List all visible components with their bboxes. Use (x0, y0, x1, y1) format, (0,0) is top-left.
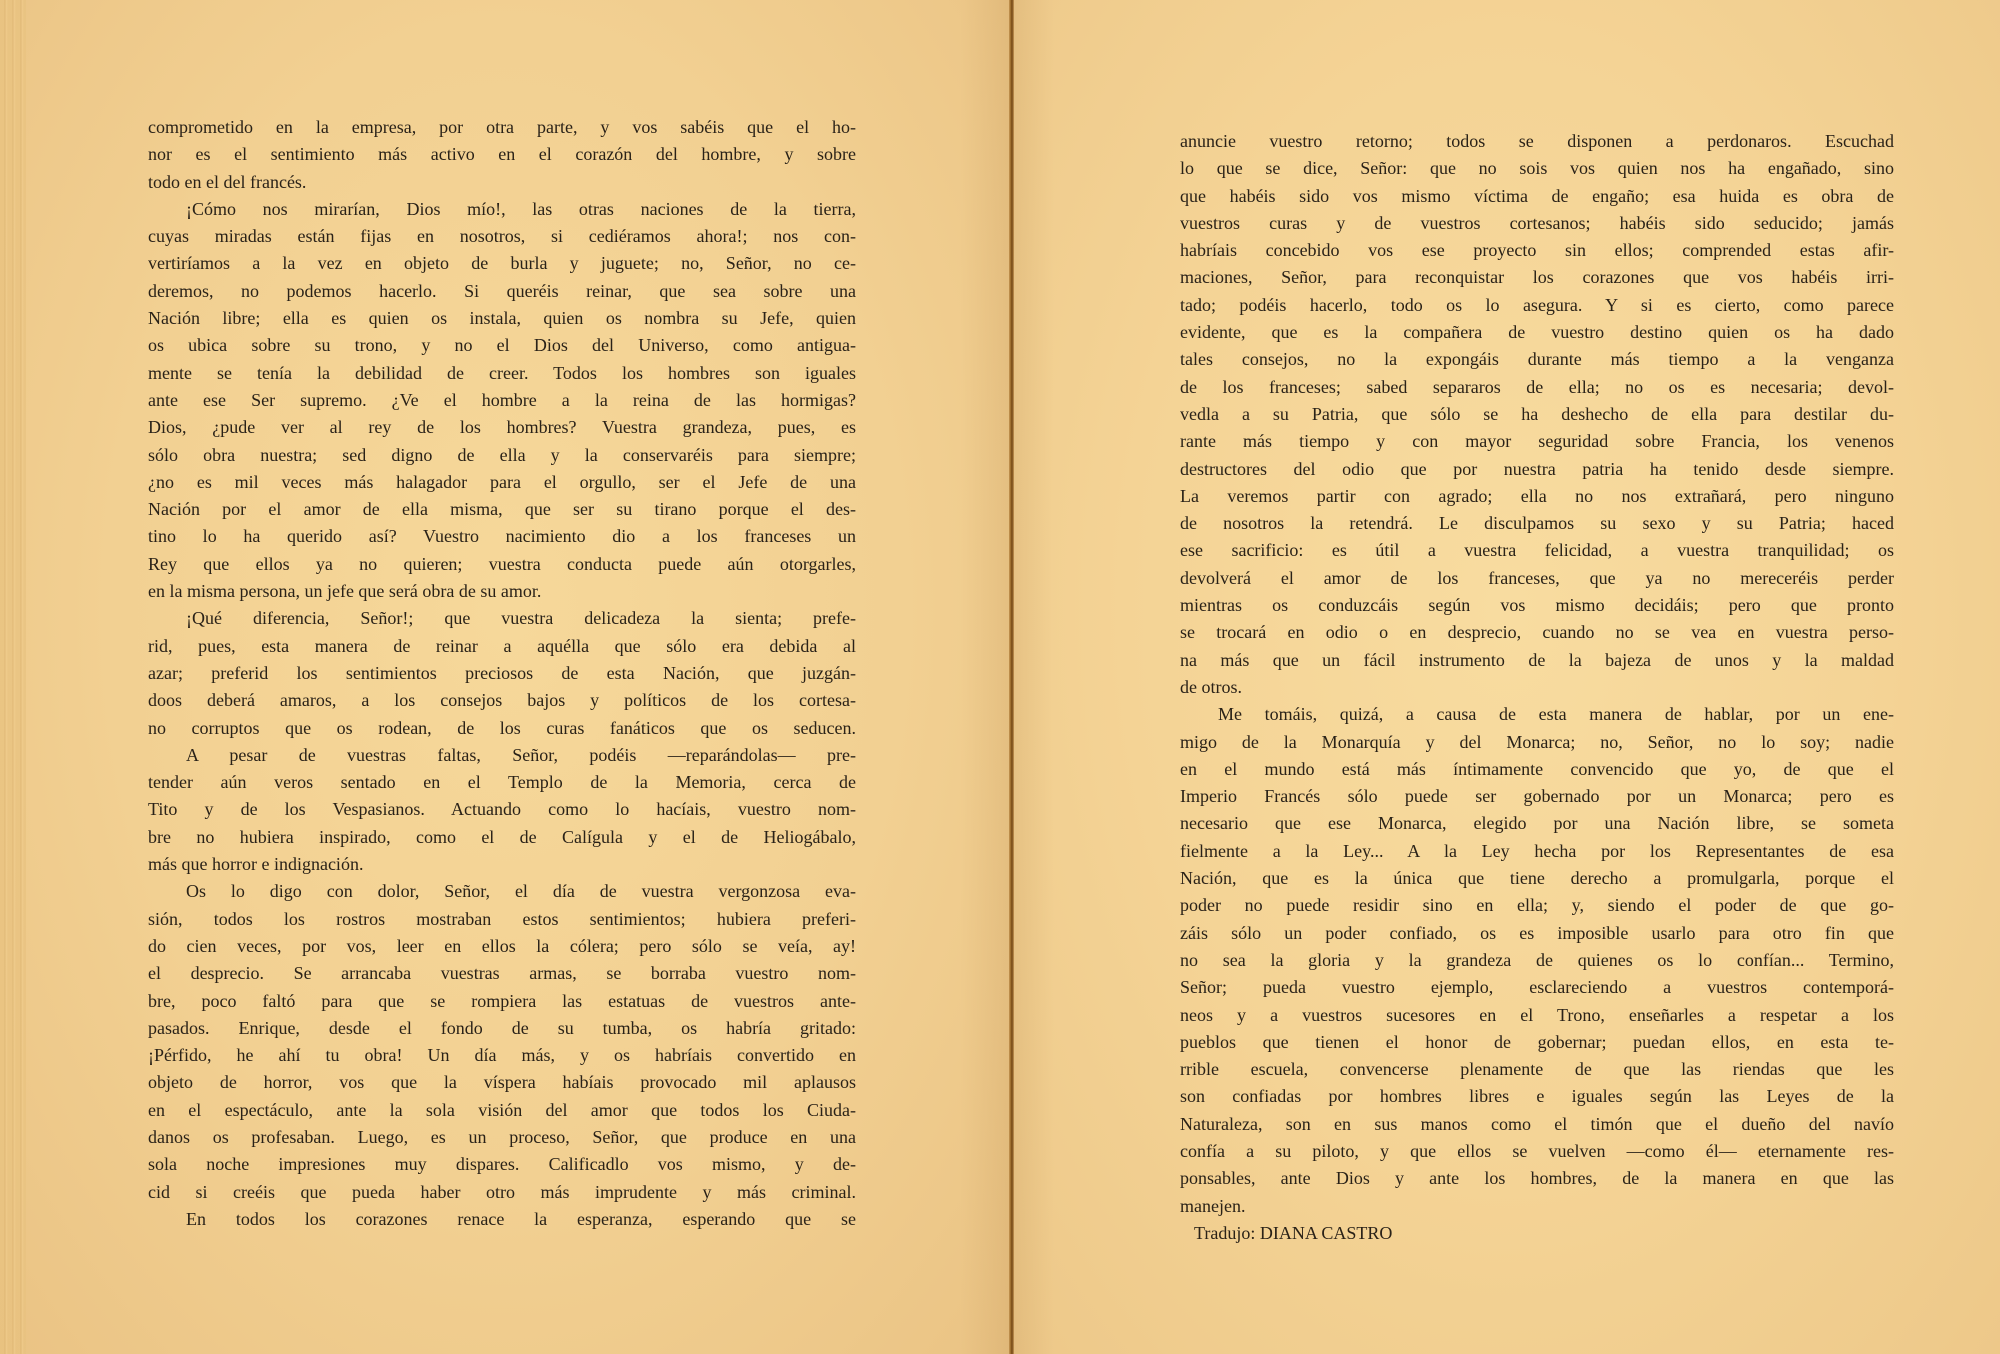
text-line: tender aún veros sentado en el Templo de la Memoria, cerca de (148, 772, 856, 793)
text-line: más que horror e indignación. (148, 854, 364, 875)
text-line: sola noche impresiones muy dispares. Calificadlo vos mismo, y de- (148, 1154, 856, 1175)
text-line: que habéis sido vos mismo víctima de engaño; esa huida es obra de (1180, 185, 1894, 206)
text-line: cid si creéis que pueda haber otro más imprudente y más criminal. (148, 1181, 856, 1202)
right-page (1014, 0, 2000, 1354)
text-line: rante más tiempo y con mayor seguridad sobre Francia, los venenos (1180, 431, 1894, 452)
translator-signature: Tradujo: DIANA CASTRO (1194, 1222, 1393, 1243)
text-line: sólo obra nuestra; sed digno de ella y la conservaréis para siempre; (148, 444, 856, 465)
text-line: Señor; pueda vuestro ejemplo, esclareciendo a vuestros contemporá- (1180, 977, 1894, 998)
text-line: ese sacrificio: es útil a vuestra felicidad, a vuestra tranquilidad; os (1180, 540, 1894, 561)
text-line: anuncie vuestro retorno; todos se disponen a perdonaros. Escuchad (1180, 131, 1894, 151)
text-line: azar; preferid los sentimientos preciosos de esta Nación, que juzgán- (148, 662, 856, 683)
text-line: Nación por el amor de ella misma, que ser su tirano porque el des- (148, 499, 856, 520)
text-line: ante ese Ser supremo. ¿Ve el hombre a la reina de las hormigas? (148, 389, 856, 410)
text-line: vuestros curas y de vuestros cortesanos; habéis sido seducido; jamás (1180, 212, 1894, 233)
text-line: do cien veces, por vos, leer en ellos la cólera; pero sólo se veía, ay! (148, 935, 856, 956)
gutter-shadow-left (960, 0, 1010, 1354)
text-line: Naturaleza, son en sus manos como el timón que el dueño del navío (1180, 1113, 1894, 1134)
text-line: ¿no es mil veces más halagador para el orgullo, ser el Jefe de una (148, 471, 856, 492)
text-line: bre no hubiera inspirado, como el de Calígula y el de Heliogábalo, (148, 826, 856, 847)
text-line: poder no puede residir sino en ella; y, siendo el poder de que go- (1180, 895, 1894, 916)
text-line: en el espectáculo, ante la sola visión del amor que todos los Ciuda- (148, 1099, 856, 1120)
text-line: fielmente a la Ley... A la Ley hecha por los Representantes de esa (1180, 840, 1894, 861)
text-line: na más que un fácil instrumento de la bajeza de unos y la maldad (1180, 649, 1894, 670)
text-line: de nosotros la retendrá. Le disculpamos su sexo y su Patria; haced (1180, 513, 1894, 534)
text-line: A pesar de vuestras faltas, Señor, podéis —reparándolas— pre- (186, 744, 856, 765)
right-page-text (1180, 128, 1894, 1247)
text-line: Tito y de los Vespasianos. Actuando como lo hacíais, vuestro nom- (148, 799, 856, 820)
text-line: Me tomáis, quizá, a causa de esta manera de hablar, por un ene- (1218, 704, 1894, 725)
text-line: mente se tenía la debilidad de creer. Todos los hombres son iguales (148, 362, 856, 383)
text-line: no corruptos que os rodean, de los curas fanáticos que os seducen. (148, 717, 856, 738)
text-line: deremos, no podemos hacerlo. Si queréis reinar, que sea sobre una (148, 280, 856, 301)
text-line: ¡Cómo nos mirarían, Dios mío!, las otras naciones de la tierra, (186, 198, 856, 219)
text-line: Nación, que es la única que tiene derecho a promulgarla, porque el (1180, 868, 1894, 889)
text-line: vertiríamos a la vez en objeto de burla y juguete; no, Señor, no ce- (148, 253, 856, 274)
text-line: záis sólo un poder confiado, os es imposible usarlo para otro fin que (1180, 922, 1894, 943)
text-line: migo de la Monarquía y del Monarca; no, Señor, no lo soy; nadie (1180, 731, 1894, 752)
text-line: nor es el sentimiento más activo en el corazón del hombre, y sobre (148, 144, 856, 165)
text-line: en el mundo está más íntimamente convencido que yo, de que el (1180, 758, 1894, 779)
page-edges (0, 0, 26, 1354)
left-page-text (148, 114, 856, 1233)
text-line: tino lo ha querido así? Vuestro nacimiento dio a los franceses un (148, 526, 856, 547)
text-line: el desprecio. Se arrancaba vuestras armas, se borraba vuestro nom- (148, 963, 856, 984)
text-line: en la misma persona, un jefe que será obra de su amor. (148, 581, 542, 602)
text-line: lo que se dice, Señor: que no sois vos quien nos ha engañado, sino (1180, 158, 1894, 179)
text-line: os ubica sobre su trono, y no el Dios del Universo, como antigua- (148, 335, 856, 356)
text-line: Nación libre; ella es quien os instala, quien os nombra su Jefe, quien (148, 308, 856, 329)
text-line: ponsables, ante Dios y ante los hombres, de la manera en que las (1180, 1168, 1894, 1189)
text-line: devolverá el amor de los franceses, que ya no mereceréis perder (1180, 567, 1894, 588)
text-line: vedla a su Patria, que sólo se ha deshecho de ella para destilar du- (1180, 403, 1894, 424)
text-line: de los franceses; sabed separaros de ella; no os es necesaria; devol- (1180, 376, 1894, 397)
text-line: En todos los corazones renace la esperanza, esperando que se (186, 1208, 856, 1229)
text-line: neos y a vuestros sucesores en el Trono, enseñarles a respetar a los (1180, 1004, 1894, 1025)
text-line: La veremos partir con agrado; ella no nos extrañará, pero ninguno (1180, 485, 1894, 506)
text-line: objeto de horror, vos que la víspera habíais provocado mil aplausos (148, 1072, 856, 1093)
text-line: manejen. (1180, 1195, 1246, 1216)
text-line: ¡Qué diferencia, Señor!; que vuestra delicadeza la sienta; prefe- (186, 608, 856, 629)
text-line: Os lo digo con dolor, Señor, el día de vuestra vergonzosa eva- (186, 881, 856, 902)
text-line: maciones, Señor, para reconquistar los corazones que vos habéis irri- (1180, 267, 1894, 288)
text-line: Rey que ellos ya no quieren; vuestra conducta puede aún otorgarles, (148, 553, 856, 574)
text-line: todo en el del francés. (148, 171, 307, 192)
gutter-shadow-right (1014, 0, 1054, 1354)
text-line: tales consejos, no la expongáis durante más tiempo a la venganza (1180, 349, 1894, 370)
text-line: de otros. (1180, 676, 1242, 697)
text-line: comprometido en la empresa, por otra parte, y vos sabéis que el ho- (148, 117, 856, 137)
text-line: habríais concebido vos ese proyecto sin ellos; comprended estas afir- (1180, 240, 1894, 261)
text-line: se trocará en odio o en desprecio, cuando no se vea en vuestra perso- (1180, 622, 1894, 643)
text-line: no sea la gloria y la grandeza de quienes os lo confían... Termino, (1180, 949, 1894, 970)
text-line: necesario que ese Monarca, elegido por una Nación libre, se someta (1180, 813, 1894, 834)
text-line: pasados. Enrique, desde el fondo de su tumba, os habría gritado: (148, 1017, 856, 1038)
text-line: son confiadas por hombres libres e iguales según las Leyes de la (1180, 1086, 1894, 1107)
text-line: rid, pues, esta manera de reinar a aquélla que sólo era debida al (148, 635, 856, 656)
text-line: pueblos que tienen el honor de gobernar; puedan ellos, en esta te- (1180, 1031, 1894, 1052)
text-line: danos os profesaban. Luego, es un proceso, Señor, que produce en una (148, 1126, 856, 1147)
text-line: Dios, ¿pude ver al rey de los hombres? Vuestra grandeza, pues, es (148, 417, 856, 438)
text-line: evidente, que es la compañera de vuestro destino quien os ha dado (1180, 322, 1894, 343)
text-line: rrible escuela, convencerse plenamente de que las riendas que les (1180, 1059, 1894, 1080)
text-line: destructores del odio que por nuestra patria ha tenido desde siempre. (1180, 458, 1894, 479)
text-line: cuyas miradas están fijas en nosotros, si cediéramos ahora!; nos con- (148, 226, 856, 247)
text-line: doos deberá amaros, a los consejos bajos y políticos de los cortesa- (148, 690, 856, 711)
text-line: confía a su piloto, y que ellos se vuelven —como él— eternamente res- (1180, 1140, 1894, 1161)
text-line: bre, poco faltó para que se rompiera las estatuas de vuestros ante- (148, 990, 856, 1011)
text-line: Imperio Francés sólo puede ser gobernado por un Monarca; pero es (1180, 786, 1894, 807)
text-line: sión, todos los rostros mostraban estos sentimientos; hubiera preferi- (148, 908, 856, 929)
text-line: ¡Pérfido, he ahí tu obra! Un día más, y os habríais convertido en (148, 1045, 856, 1066)
text-line: tado; podéis hacerlo, todo os lo asegura. Y si es cierto, como parece (1180, 294, 1894, 315)
text-line: mientras os conduzcáis según vos mismo decidáis; pero que pronto (1180, 595, 1894, 616)
